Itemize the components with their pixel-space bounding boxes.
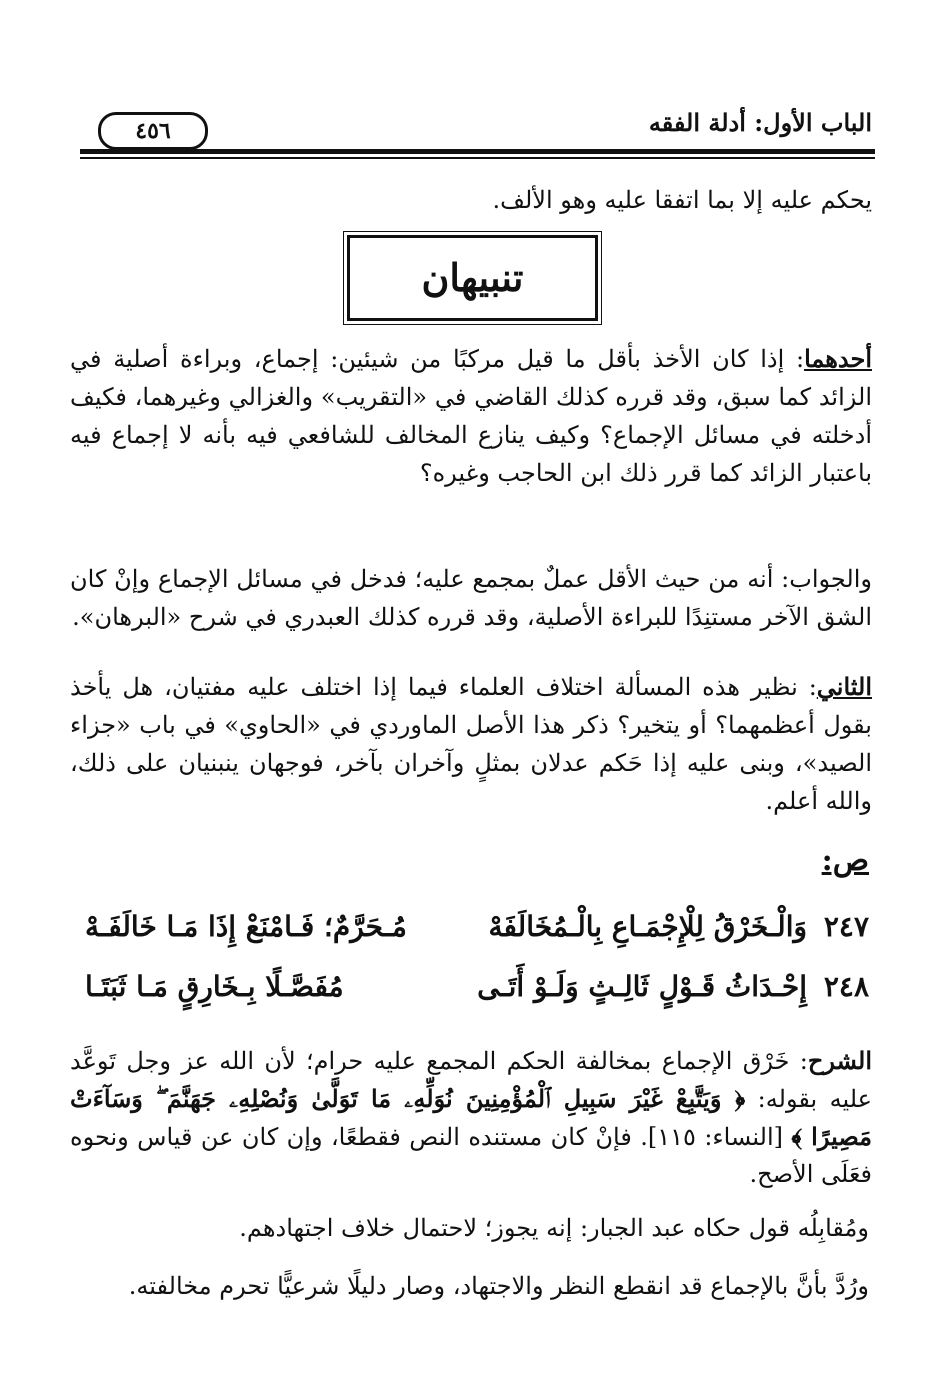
verse-248 xyxy=(85,970,869,1016)
second-note-paragraph xyxy=(70,668,872,820)
continuation-line: يحكم عليه إلا بما اتفقا عليه وهو الألف. xyxy=(492,186,872,214)
commentary-lead: الشرح xyxy=(807,1046,872,1075)
counter-opinion-line: ومُقابِلُه قول حكاه عبد الجبار: إنه يجوز؛ لاحتمال خلاف اجتهادهم. xyxy=(239,1214,869,1242)
commentary-text: : خَرْق الإجماع بمخالفة الحكم المجمع عليه حرام؛ لأن الله عز وجل تَوعَّد عليه بقوله: xyxy=(70,1047,872,1113)
commentary-paragraph xyxy=(70,1042,872,1193)
header-rule-thin xyxy=(80,157,875,159)
second-note-lead: الثاني xyxy=(816,672,872,701)
verse-second-hemistich: مُـحَرَّمٌ؛ فَـامْنَعْ إِذَا مَـا خَالَفَـهْ xyxy=(85,910,407,943)
rebuttal-line: ورُدَّ بأنَّ بالإجماع قد انقطع النظر والاجتهاد، وصار دليلًا شرعيًّا تحرم مخالفته. xyxy=(128,1272,869,1300)
first-note-text: : إذا كان الأخذ بأقل ما قيل مركبًا من شيئين: إجماع، وبراءة أصلية في الزائد كما سبق، وقد قرره كذلك القاضي في «التقريب» والغزالي وغيرهما، فكيف أدخلته في مسائل الإجماع؟ وكيف ينازع المخالف للشافعي فيه بأنه لا إجماع فيه باعتبار الزائد كما قرر ذلك ابن الحاجب وغيره؟ xyxy=(70,345,873,487)
verse-first-hemistich: إِحْـدَاثُ قَـوْلٍ ثَالِـثٍ وَلَـوْ أَتَـى xyxy=(477,970,807,1003)
header-rule-thick xyxy=(80,149,875,154)
notice-heading: تنبيهان xyxy=(347,235,598,321)
answer-paragraph: والجواب: أنه من حيث الأقل عملٌ بمجمع عليه؛ فدخل في مسائل الإجماع وإنْ كان الشق الآخر مستنِدًا للبراءة الأصلية، وقد قرره كذلك العبدري في شرح «البرهان». xyxy=(70,565,872,631)
poem-marker: ص: xyxy=(821,843,869,878)
verse-number: ٢٤٧ xyxy=(823,910,869,943)
second-note-text: : نظير هذه المسألة اختلاف العلماء فيما إذا اختلف عليه مفتيان، هل يأخذ بقول أعظمهما؟ أو يتخير؟ ذكر هذا الأصل الماوردي في «الحاوي» في باب «جزاء الصيد»، وبنى عليه إذا حَكم عدلان بمثلٍ وآخران بآخر، فوجهان ينبنيان على ذلك، والله أعلم. xyxy=(70,673,872,815)
quran-verse: ﴿ وَيَتَّبِعْ غَيْرَ سَبِيلِ ٱلْمُؤْمِنِينَ نُوَلِّهِۦ مَا تَوَلَّىٰ وَنُصْلِهِۦ جَهَنَّمَ ۖ وَسَآءَتْ مَصِيرًا ﴾ xyxy=(70,1084,872,1151)
commentary-text-end: [النساء: ١١٥]. فإنْ كان مستنده النص فقطعًا، وإن كان عن قياس ونحوه فعَلَى الأصح. xyxy=(70,1123,872,1188)
verse-number: ٢٤٨ xyxy=(823,970,869,1003)
first-note-lead: أحدهما xyxy=(804,344,873,373)
verse-247 xyxy=(85,910,869,956)
verse-first-hemistich: وَالْـخَرْقُ لِلْإِجْمَـاعِ بِالْـمُخَالَفَهْ xyxy=(488,910,807,943)
verse-second-hemistich: مُفَصَّـلًا بِـخَارِقٍ مَـا ثَبَتَـا xyxy=(85,970,344,1003)
first-note-paragraph xyxy=(70,340,872,492)
running-head: الباب الأول: أدلة الفقه xyxy=(648,108,872,137)
page-number: ٤٥٦ xyxy=(98,112,208,150)
